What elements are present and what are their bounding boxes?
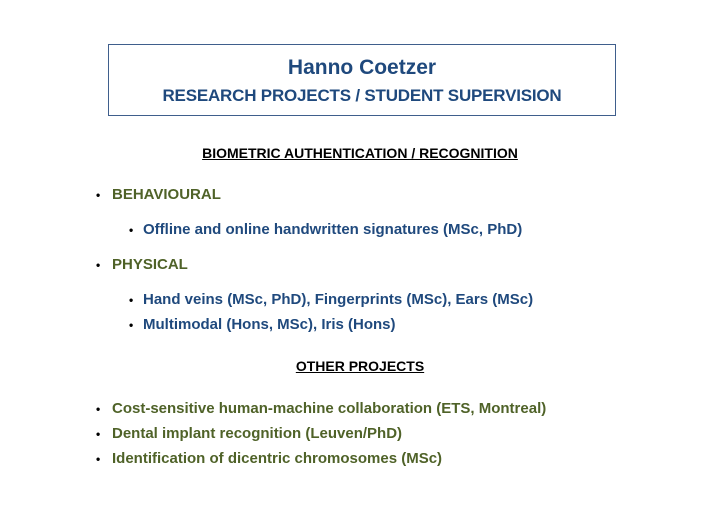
bullet-icon: • (129, 223, 134, 237)
slide-subtitle: RESEARCH PROJECTS / STUDENT SUPERVISION (162, 86, 562, 105)
list-item-behavioural (96, 185, 221, 205)
list-item-chromosomes (96, 449, 442, 469)
list-item-hand-veins (129, 290, 533, 310)
bullet-icon: • (129, 318, 134, 332)
section-heading-other: OTHER PROJECTS (295, 358, 425, 374)
list-item-label: BEHAVIOURAL (112, 186, 221, 203)
list-item-label: Hand veins (MSc, PhD), Fingerprints (MSc), Ears (MSc) (143, 291, 534, 308)
bullet-icon: • (96, 188, 101, 202)
list-item-label: Multimodal (Hons, MSc), Iris (Hons) (143, 316, 396, 333)
list-item-label: Dental implant recognition (Leuven/PhD) (112, 425, 403, 442)
list-item-dental (96, 424, 402, 444)
bullet-icon: • (96, 427, 101, 441)
section-heading-biometric: BIOMETRIC AUTHENTICATION / RECOGNITION (202, 145, 518, 161)
bullet-icon: • (96, 452, 101, 466)
list-item-multimodal (129, 315, 396, 335)
list-item-label: Identification of dicentric chromosomes (MSc) (112, 450, 443, 467)
bullet-icon: • (129, 293, 134, 307)
list-item-signatures (129, 220, 522, 240)
title-box (108, 44, 616, 116)
presenter-name: Hanno Coetzer (287, 56, 437, 79)
bullet-icon: • (96, 402, 101, 416)
list-item-label: PHYSICAL (112, 256, 188, 273)
list-item-label: Offline and online handwritten signatures (MSc, PhD) (143, 221, 523, 238)
list-item-cost-sensitive (96, 399, 546, 419)
bullet-icon: • (96, 258, 101, 272)
list-item-physical (96, 255, 188, 275)
list-item-label: Cost-sensitive human-machine collaboration (ETS, Montreal) (112, 400, 547, 417)
